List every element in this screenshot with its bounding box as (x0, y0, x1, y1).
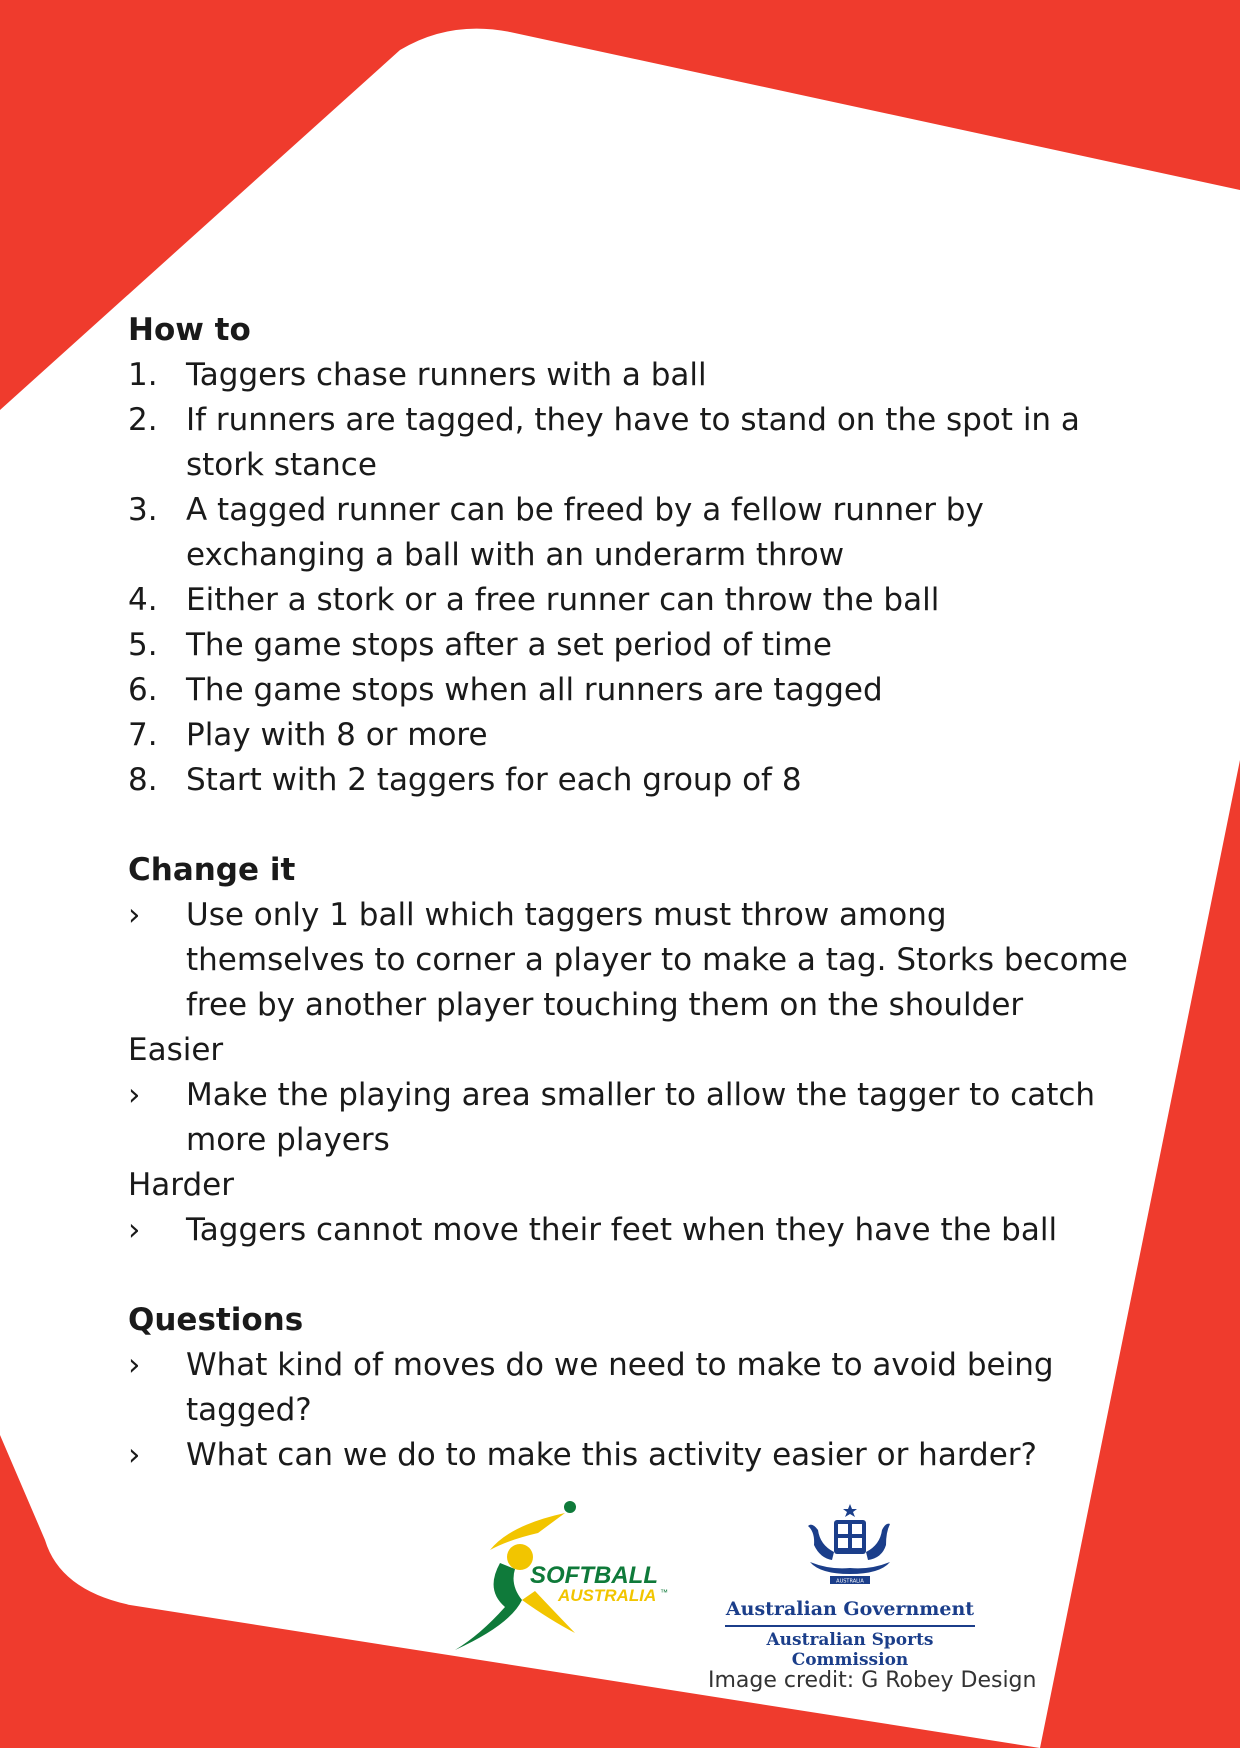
list-item (128, 1208, 1128, 1253)
list-item (128, 668, 1128, 713)
bullet-chevron: › (128, 1212, 141, 1248)
trademark-symbol: ™ (660, 1588, 668, 1597)
item-text: A tagged runner can be freed by a fellow runner by exchanging a ball with an underarm throw (186, 492, 984, 573)
gov-divider (725, 1625, 975, 1627)
item-text: Play with 8 or more (186, 717, 488, 753)
item-number: 7. (128, 717, 158, 753)
item-text: Start with 2 taggers for each group of 8 (186, 762, 802, 798)
bullet-chevron: › (128, 1077, 141, 1113)
how-to-list (128, 353, 1128, 803)
list-item (128, 578, 1128, 623)
commission-name: Australian Sports Commission (766, 1630, 934, 1670)
australian-government-logo (715, 1500, 985, 1670)
list-item (128, 623, 1128, 668)
item-text: Use only 1 ball which taggers must throw among themselves to corner a player to make a tag. Storks become free by another player touching them on the shoulder (186, 897, 1128, 1023)
swoosh-body-green (455, 1563, 522, 1650)
how-to-heading: How to (128, 312, 251, 348)
section-spacer (128, 1253, 1128, 1298)
list-item (128, 1343, 1128, 1433)
item-number: 4. (128, 582, 158, 618)
item-number: 1. (128, 357, 158, 393)
activity-instructions (128, 308, 1128, 1478)
item-text: Taggers cannot move their feet when they have the ball (186, 1212, 1058, 1248)
bullet-chevron: › (128, 1347, 141, 1383)
swoosh-arm-yellow (490, 1513, 565, 1550)
list-item (128, 398, 1128, 488)
item-text: The game stops after a set period of time (186, 627, 832, 663)
item-number: 3. (128, 492, 158, 528)
item-number: 2. (128, 402, 158, 438)
list-item (128, 758, 1128, 803)
list-item (128, 1433, 1128, 1478)
item-text: The game stops when all runners are tagged (186, 672, 883, 708)
bullet-chevron: › (128, 1437, 141, 1473)
australia-wordmark: AUSTRALIA (558, 1586, 657, 1605)
item-text: Make the playing area smaller to allow the tagger to catch more players (186, 1077, 1096, 1158)
list-item (128, 713, 1128, 758)
list-item (128, 893, 1128, 1028)
item-text: Either a stork or a free runner can throw the ball (186, 582, 940, 618)
gov-name: Australian Government (725, 1598, 975, 1620)
item-text: What kind of moves do we need to make to avoid being tagged? (186, 1347, 1054, 1428)
item-text: Taggers chase runners with a ball (186, 357, 707, 393)
item-text: What can we do to make this activity easier or harder? (186, 1437, 1037, 1473)
list-item (128, 1073, 1128, 1163)
crest-scroll-text: AUSTRALIA (836, 1578, 864, 1585)
coat-of-arms-icon (790, 1500, 910, 1588)
item-number: 6. (128, 672, 158, 708)
harder-label: Harder (128, 1167, 235, 1203)
change-it-heading: Change it (128, 852, 296, 888)
bullet-chevron: › (128, 897, 141, 933)
questions-heading: Questions (128, 1302, 304, 1338)
sponsor-logos (450, 1495, 1010, 1670)
item-number: 5. (128, 627, 158, 663)
ball-icon (564, 1501, 576, 1513)
list-item (128, 353, 1128, 398)
item-number: 8. (128, 762, 158, 798)
softball-australia-logo (450, 1495, 680, 1655)
item-text: If runners are tagged, they have to stand on the spot in a stork stance (186, 402, 1080, 483)
easier-label: Easier (128, 1032, 224, 1068)
image-credit: Image credit: G Robey Design (708, 1668, 1037, 1693)
section-spacer (128, 803, 1128, 848)
softball-wordmark: SOFTBALL (530, 1562, 658, 1589)
list-item (128, 488, 1128, 578)
